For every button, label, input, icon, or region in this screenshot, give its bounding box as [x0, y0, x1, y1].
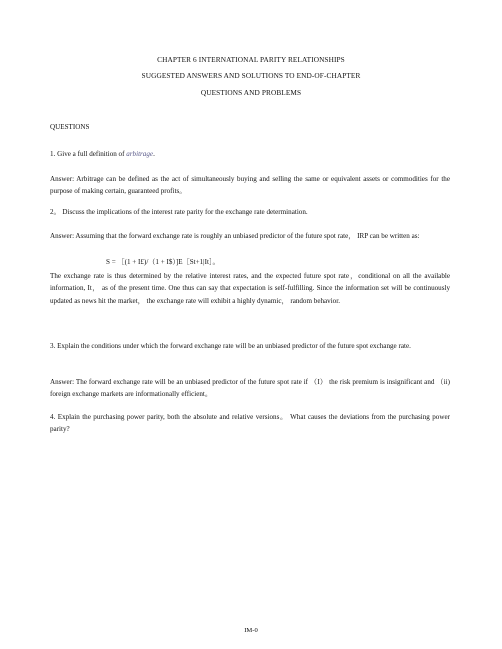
- question-1-suffix: .: [153, 150, 155, 158]
- subtitle-line-2: QUESTIONS AND PROBLEMS: [200, 88, 302, 97]
- answer-1: Answer: Arbitrage can be defined as the act of simultaneously buying and selling the same or equivalent assets or commodities for the purpose of making certain, guaranteed profits。: [50, 175, 450, 196]
- subtitle-line-1: SUGGESTED ANSWERS AND SOLUTIONS TO END-OF-CHAPTER: [141, 71, 361, 80]
- section-label: QUESTIONS: [50, 123, 90, 131]
- irp-formula: S = ［(1 + I£)/（1 + I$）]E［St+1|It］。: [106, 258, 220, 266]
- question-1: [50, 150, 155, 158]
- question-4: 4. Explain the purchasing power parity, both the absolute and relative versions。 What causes the deviations from the purchasing power parity?: [50, 413, 450, 434]
- page-number: IM-0: [244, 627, 258, 634]
- answer-3: Answer: The forward exchange rate will be an unbiased predictor of the future spot rate if （I） the risk premium is insignificant and （ii) foreign exchange markets are informationally efficient。: [50, 378, 450, 399]
- answer-2-intro: Answer: Assuming that the forward exchange rate is roughly an unbiased predictor of the future spot rate， IRP can be written as:: [50, 232, 420, 240]
- chapter-title: CHAPTER 6 INTERNATIONAL PARITY RELATIONSHIPS: [157, 55, 345, 64]
- answer-2-body: The exchange rate is thus determined by the relative interest rates, and the expected future spot rate，conditional on all the available information, It， as of the present time. One thus can say that expectation is self-fulfilling. Since the information set will be continuously updated as news hit the market， the exchange rate will exhibit a highly dynamic， random behavior.: [50, 272, 450, 305]
- question-2: 2。 Discuss the implications of the interest rate parity for the exchange rate determination.: [50, 208, 308, 216]
- question-1-term: arbitrage: [126, 150, 154, 158]
- question-1-prefix: 1. Give a full definition of: [50, 150, 127, 158]
- question-3: 3. Explain the conditions under which the forward exchange rate will be an unbiased predictor of the future spot exchange rate.: [50, 342, 411, 350]
